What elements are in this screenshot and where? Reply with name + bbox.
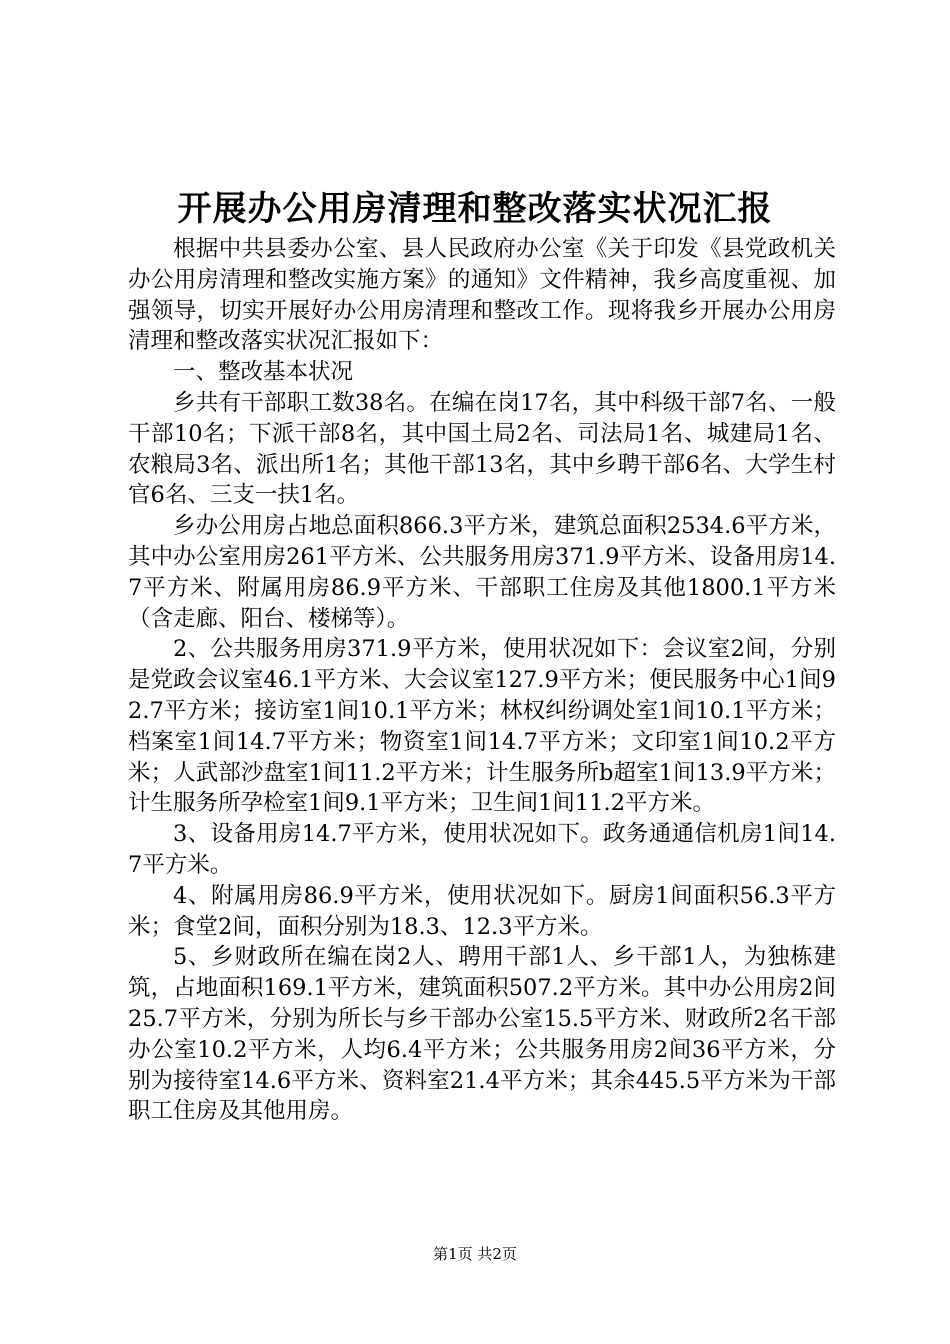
paragraph-public-service: 2、公共服务用房371.9平方米，使用状况如下：会议室2间，分别是党政会议室46.1平方米、大会议室127.9平方米；便民服务中心1间92.7平方米；接访室1间10.1平方米；林权纠纷调处室1间10.1平方米；档案室1间14.7平方米；物资室1间14.7平方米；文印室1间10.2平方米；人武部沙盘室1间11.2平方米；计生服务所b超室1间13.9平方米；计生服务所孕检室1间9.1平方米；卫生间1间11.2平方米。	[128, 636, 836, 817]
paragraph-staff: 乡共有干部职工数38名。在编在岗17名，其中科级干部7名、一般干部10名；下派干部8名，其中国土局2名、司法局1名、城建局1名、农粮局3名、派出所1名；其他干部13名，其中乡聘干部6名、大学生村官6名、三支一扶1名。	[128, 389, 836, 509]
paragraph-intro: 根据中共县委办公室、县人民政府办公室《关于印发《县党政机关办公用房清理和整改实施方案》的通知》文件精神，我乡高度重视、加强领导，切实开展好办公用房清理和整改工作。现将我乡开展办公用房清理和整改落实状况汇报如下：	[128, 236, 836, 355]
document-title: 开展办公用房清理和整改落实状况汇报	[177, 189, 773, 229]
paragraph-finance-office: 5、乡财政所在编在岗2人、聘用干部1人、乡干部1人，为独栋建筑，占地面积169.1平方米，建筑面积507.2平方米。其中办公用房2间25.7平方米，分别为所长与乡干部办公室15.5平方米、财政所2名干部办公室10.2平方米，人均6.4平方米；公共服务用房2间36平方米，分别为接待室14.6平方米、资料室21.4平方米；其余445.5平方米为干部职工住房及其他用房。	[128, 944, 836, 1125]
page-footer: 第1页 共2页	[433, 1245, 517, 1263]
paragraph-auxiliary: 4、附属用房86.9平方米，使用状况如下。厨房1间面积56.3平方米；食堂2间，面积分别为18.3、12.3平方米。	[128, 882, 836, 940]
paragraph-equipment: 3、设备用房14.7平方米，使用状况如下。政务通通信机房1间14.7平方米。	[128, 821, 836, 878]
paragraph-area: 乡办公用房占地总面积866.3平方米，建筑总面积2534.6平方米，其中办公室用房261平方米、公共服务用房371.9平方米、设备用房14.7平方米、附属用房86.9平方米、干部职工住房及其他1800.1平方米（含走廊、阳台、楼梯等）。	[128, 513, 836, 632]
section-heading-1: 一、整改基本状况	[173, 359, 354, 386]
document-body	[128, 234, 836, 1127]
